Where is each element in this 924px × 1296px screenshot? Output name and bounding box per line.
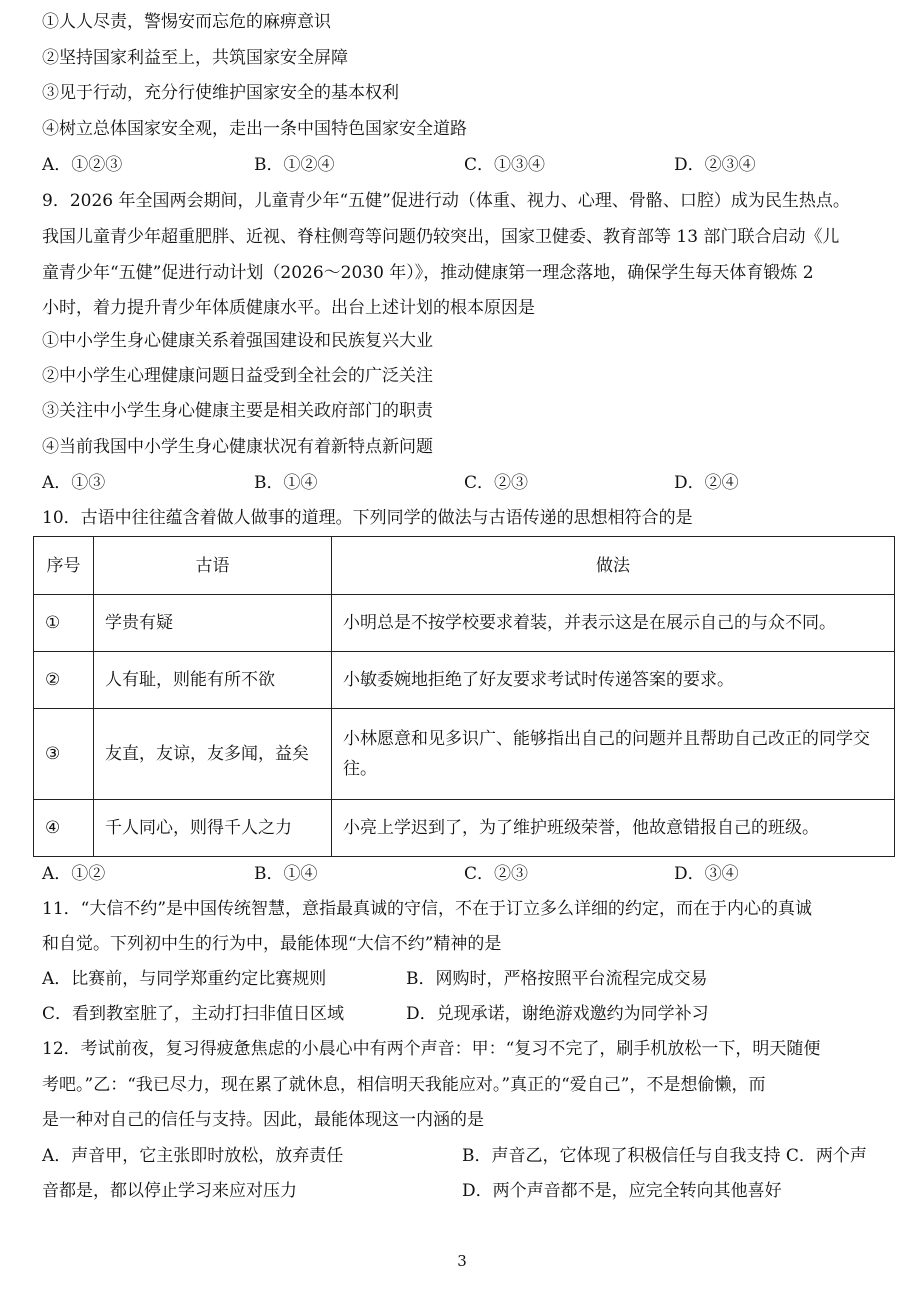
row-number: ① <box>34 595 94 652</box>
q10-stem: 10．古语中往往蕴含着做人做事的道理。下列同学的做法与古语传递的思想相符合的是 <box>42 508 693 528</box>
q9-item-2: ②中小学生心理健康问题日益受到全社会的广泛关注 <box>42 366 433 386</box>
q12-options-row-1 <box>42 1144 902 1168</box>
q9-stem-line-2: 我国儿童青少年超重肥胖、近视、脊柱侧弯等问题仍较突出，国家卫健委、教育部等 13 部门联合启动《儿 <box>42 227 840 247</box>
q9-item-1: ①中小学生身心健康关系着强国建设和民族复兴大业 <box>42 331 433 351</box>
q11-option-d: D．兑现承诺，谢绝游戏邀约为同学补习 <box>406 1004 709 1024</box>
table-row <box>34 652 895 709</box>
row-action: 小明总是不按学校要求着装，并表示这是在展示自己的与众不同。 <box>332 595 895 652</box>
table-header-row <box>34 537 895 595</box>
q11-options-row-2 <box>42 1002 902 1026</box>
q11-option-a: A．比赛前，与同学郑重约定比赛规则 <box>42 969 327 989</box>
header-action: 做法 <box>332 537 895 595</box>
table-row <box>34 595 895 652</box>
q9-stem-line-4: 小时，着力提升青少年体质健康水平。出台上述计划的根本原因是 <box>42 298 535 318</box>
q12-option-line-1-left: A．声音甲，它主张即时放松，放弃责任 <box>42 1146 344 1166</box>
q8-option-b: B．①②④ <box>254 155 335 175</box>
q10-options <box>42 862 902 886</box>
q8-item-2: ②坚持国家利益至上，共筑国家安全屏障 <box>42 48 348 68</box>
q9-option-b: B．①④ <box>254 473 318 493</box>
q8-option-d: D．②③④ <box>674 155 756 175</box>
q11-stem-line-1: 11．“大信不约”是中国传统智慧，意指最真诚的守信，不在于订立多么详细的约定，而在于内心的真诚 <box>42 899 813 919</box>
q8-option-c: C．①③④ <box>464 155 546 175</box>
q8-item-4: ④树立总体国家安全观，走出一条中国特色国家安全道路 <box>42 119 467 139</box>
q11-option-b: B．网购时，严格按照平台流程完成交易 <box>406 969 708 989</box>
q9-option-d: D．②④ <box>674 473 739 493</box>
row-number: ④ <box>34 800 94 857</box>
q9-item-4: ④当前我国中小学生身心健康状况有着新特点新问题 <box>42 437 433 457</box>
row-action: 小林愿意和见多识广、能够指出自己的问题并且帮助自己改正的同学交往。 <box>332 709 895 800</box>
q9-option-c: C．②③ <box>464 473 529 493</box>
q12-option-line-2-left: 音都是，都以停止学习来应对压力 <box>42 1181 297 1201</box>
row-saying: 友直，友谅，友多闻，益矣 <box>94 709 332 800</box>
row-saying: 千人同心，则得千人之力 <box>94 800 332 857</box>
q9-options <box>42 471 902 495</box>
q8-item-3: ③见于行动，充分行使维护国家安全的基本权利 <box>42 83 399 103</box>
q8-option-a: A．①②③ <box>42 155 123 175</box>
q11-stem-line-2: 和自觉。下列初中生的行为中，最能体现“大信不约”精神的是 <box>42 934 502 954</box>
q12-options-row-2 <box>42 1179 902 1203</box>
q10-table <box>33 536 895 857</box>
q12-stem-line-1: 12．考试前夜，复习得疲惫焦虑的小晨心中有两个声音：甲：“复习不完了，刷手机放松一下，明天随便 <box>42 1039 821 1059</box>
q8-options <box>42 153 902 177</box>
q9-item-3: ③关注中小学生身心健康主要是相关政府部门的职责 <box>42 401 433 421</box>
q10-option-d: D．③④ <box>674 864 739 884</box>
row-saying: 人有耻，则能有所不欲 <box>94 652 332 709</box>
q10-option-c: C．②③ <box>464 864 529 884</box>
q11-options-row-1 <box>42 967 902 991</box>
q9-stem-line-1: 9．2026 年全国两会期间，儿童青少年“五健”促进行动（体重、视力、心理、骨骼、口腔）成为民生热点。 <box>42 191 850 211</box>
q12-stem-line-2: 考吧。”乙：“我已尽力，现在累了就休息，相信明天我能应对。”真正的“爱自己”，不是想偷懒，而 <box>42 1075 766 1095</box>
row-number: ② <box>34 652 94 709</box>
row-action: 小亮上学迟到了，为了维护班级荣誉，他故意错报自己的班级。 <box>332 800 895 857</box>
q12-option-line-2-right: D．两个声音都不是，应完全转向其他喜好 <box>462 1181 782 1201</box>
row-number: ③ <box>34 709 94 800</box>
q11-option-c: C．看到教室脏了，主动打扫非值日区域 <box>42 1004 345 1024</box>
q9-option-a: A．①③ <box>42 473 106 493</box>
header-number: 序号 <box>34 537 94 595</box>
row-saying: 学贵有疑 <box>94 595 332 652</box>
table-row <box>34 800 895 857</box>
header-saying: 古语 <box>94 537 332 595</box>
row-action: 小敏委婉地拒绝了好友要求考试时传递答案的要求。 <box>332 652 895 709</box>
q9-stem-line-3: 童青少年“五健”促进行动计划（2026～2030 年）》，推动健康第一理念落地，确保学生每天体育锻炼 2 <box>42 263 814 283</box>
q12-stem-line-3: 是一种对自己的信任与支持。因此，最能体现这一内涵的是 <box>42 1110 484 1130</box>
table-row <box>34 709 895 800</box>
q10-option-b: B．①④ <box>254 864 318 884</box>
q12-option-line-1-right: B．声音乙，它体现了积极信任与自我支持 C．两个声 <box>462 1146 867 1166</box>
page-number: 3 <box>457 1252 467 1270</box>
q8-item-1: ①人人尽责，警惕安而忘危的麻痹意识 <box>42 12 331 32</box>
q10-option-a: A．①② <box>42 864 106 884</box>
